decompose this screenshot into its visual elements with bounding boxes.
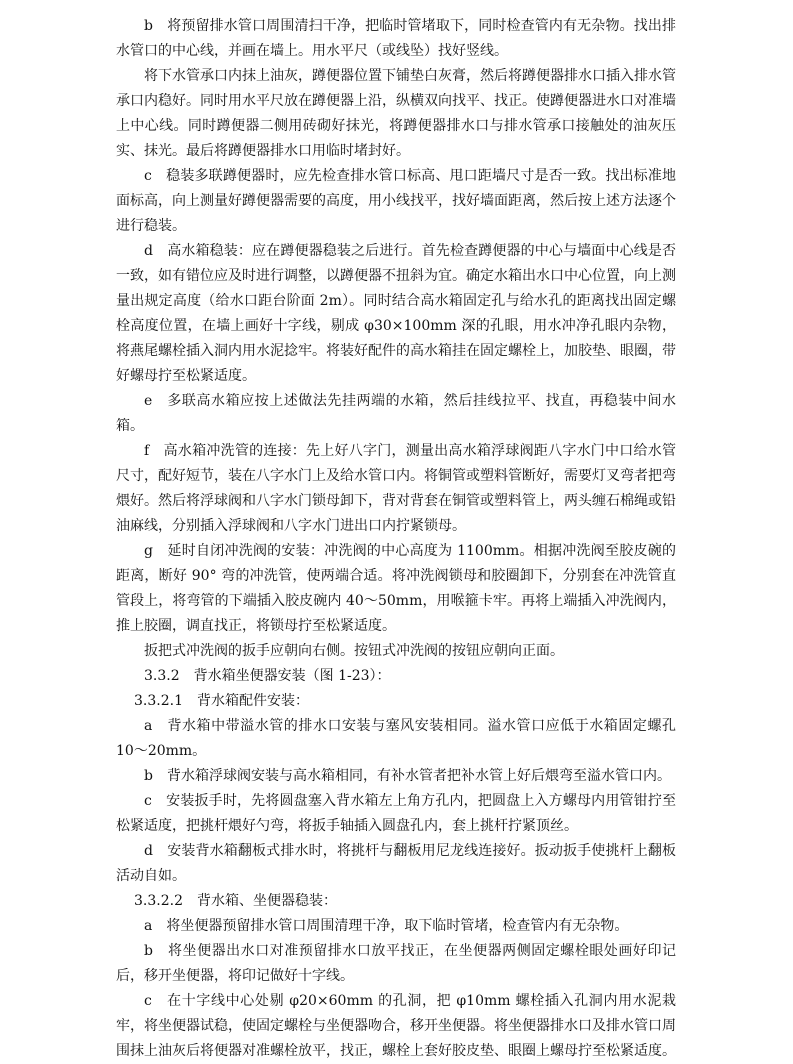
section-heading-3-3-2-1: 3.3.2.1 背水箱配件安装： [134,693,309,709]
paragraph-b-float-valve: b 背水箱浮球阀安装与高水箱相同，有补水管者把补水管上好后煨弯至溢水管口内。 [144,768,671,784]
paragraph-d-flap-drain: d 安装背水箱翻板式排水时，将挑杆与翻板用尼龙线连接好。扳动扳手使挑杆上翻板活动自如。 [116,843,676,884]
paragraph-c-handle-install: c 安装扳手时，先将圆盘塞入背水箱左上角方孔内，把圆盘上入方螺母内用管钳拧至松紧适度，把挑杆煨好勺弯，将扳手轴插入圆盘孔内，套上挑杆拧紧顶丝。 [116,793,676,834]
paragraph-a-clean-drain: a 将坐便器预留排水管口周围清理干净，取下临时管堵，检查管内有无杂物。 [144,918,629,934]
paragraph-b-squat-toilet-drain-prep: b 将预留排水管口周围清扫干净，把临时管堵取下，同时检查管内有无杂物。找出排水管口的中心线，并画在墙上。用水平尺（或线坠）找好竖线。 [116,18,676,59]
paragraph-d-high-tank-setting: d 高水箱稳装：应在蹲便器稳装之后进行。首先检查蹲便器的中心与墙面中心线是否一致，如有错位应及时进行调整，以蹲便器不扭斜为宜。确定水箱出水口中心位置，向上测量出规定高度（给水口距台阶面 2m）。同时结合高水箱固定孔与给水孔的距离找出固定螺栓高度位置，在墙上画好十字线，剔成 φ30×100mm 深的孔眼，用水冲净孔眼内杂物，将燕尾螺栓插入洞内用水泥捻牢。将装好配件的高水箱挂在固定螺栓上，加胶垫、眼圈，带好螺母拧至松紧适度。 [116,243,676,384]
paragraph-g-delay-flush-valve: g 延时自闭冲洗阀的安装：冲洗阀的中心高度为 1100mm。相据冲洗阀至胶皮碗的距离，断好 90° 弯的冲洗管，使两端合适。将冲洗阀锁母和胶圈卸下，分别套在冲洗管直管段上，将弯管的下端插入胶皮碗内 40～50mm，用喉箍卡牢。再将上端插入冲洗阀内，推上胶圈，调直找正，将锁母拧至松紧适度。 [116,543,676,634]
paragraph-c-multi-squat-toilet: c 稳装多联蹲便器时，应先检查排水管口标高、甩口距墙尺寸是否一致。找出标准地面标高，向上测量好蹲便器需要的高度，用小线找平，找好墙面距离，然后按上述方法逐个进行稳装。 [116,168,676,234]
paragraph-c-bolt-holes: c 在十字线中心处剔 φ20×60mm 的孔洞，把 φ10mm 螺栓插入孔洞内用水泥栽牢，将坐便器试稳，使固定螺栓与坐便器吻合，移开坐便器。将坐便器排水口及排水管口周围抹上油灰后将便器对准螺栓放平，找正，螺栓上套好胶皮垫、眼圈上螺母拧至松紧适度。 [116,993,676,1059]
document-page [116,14,676,1064]
paragraph-b-align-toilet: b 将坐便器出水口对准预留排水口放平找正，在坐便器两侧固定螺栓眼处画好印记后，移开坐便器，将印记做好十字线。 [116,943,676,984]
paragraph-squat-toilet-setting: 将下水管承口内抹上油灰，蹲便器位置下铺垫白灰膏，然后将蹲便器排水口插入排水管承口内稳好。同时用水平尺放在蹲便器上沿，纵横双向找平、找正。使蹲便器进水口对准墙上中心线。同时蹲便器二侧用砖砌好抹光，将蹲便器排水口与排水管承口接触处的油灰压实、抹光。最后将蹲便器排水口用临时堵封好。 [116,68,676,159]
paragraph-lever-valve-orientation: 扳把式冲洗阀的扳手应朝向右侧。按钮式冲洗阀的按钮应朝向正面。 [144,643,564,659]
section-heading-3-3-2-2: 3.3.2.2 背水箱、坐便器稳装： [134,893,337,909]
paragraph-a-overflow-drain: a 背水箱中带溢水管的排水口安装与塞风安装相同。溢水管口应低于水箱固定螺孔 10～20mm。 [116,718,676,759]
section-heading-3-3-2: 3.3.2 背水箱坐便器安装（图 1-23）： [144,668,391,684]
paragraph-f-flush-pipe-connection: f 高水箱冲洗管的连接：先上好八字门，测量出高水箱浮球阀距八字水门中口给水管尺寸，配好短节，装在八字水门上及给水管口内。将铜管或塑料管断好，需要灯叉弯者把弯煨好。然后将浮球阀和八字水门锁母卸下，背对背套在铜管或塑料管上，两头缠石棉绳或铅油麻线，分别插入浮球阀和八字水门进出口内拧紧锁母。 [116,443,676,534]
paragraph-e-multi-high-tank: e 多联高水箱应按上述做法先挂两端的水箱，然后挂线拉平、找直，再稳装中间水箱。 [116,393,676,434]
